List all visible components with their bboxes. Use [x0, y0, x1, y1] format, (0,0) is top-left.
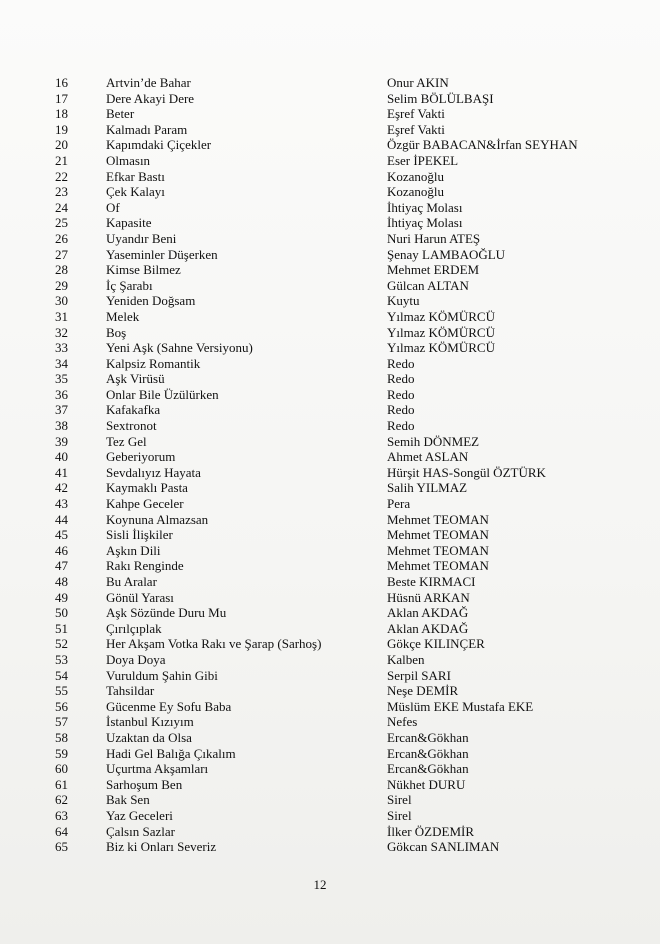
artist-name: Eşref Vakti [387, 106, 445, 122]
list-item [0, 465, 660, 481]
song-title: Artvin’de Bahar [106, 75, 191, 90]
row-number: 28 [55, 262, 68, 278]
artist-name: Sirel [387, 792, 412, 808]
artist-name: Yılmaz KÖMÜRCÜ [387, 324, 495, 340]
list-item [0, 153, 660, 169]
list-item [0, 91, 660, 107]
song-title: Melek [106, 308, 140, 324]
artist-name: Mehmet ERDEM [387, 262, 480, 278]
row-number: 57 [55, 714, 68, 730]
row-number: 53 [55, 651, 68, 667]
artist-name: Ercan&Gökhan [387, 761, 469, 777]
row-number: 43 [55, 496, 68, 512]
song-title: Kalmadı Param [106, 121, 188, 137]
artist-name: Eşref Vakti [387, 121, 445, 137]
artist-name: Yılmaz KÖMÜRCÜ [387, 340, 495, 356]
song-title: Kaymaklı Pasta [106, 480, 188, 496]
song-title: Yaseminler Düşerken [106, 246, 218, 262]
song-title: Yeni Aşk (Sahne Versiyonu) [106, 340, 253, 356]
song-title: Beter [106, 106, 135, 122]
artist-name: Ahmet ASLAN [387, 449, 469, 465]
row-number: 40 [55, 449, 68, 465]
row-number: 51 [55, 620, 68, 636]
artist-name: Nükhet DURU [387, 776, 466, 792]
song-title: İç Şarabı [106, 277, 153, 293]
list-item [0, 356, 660, 372]
list-item [0, 808, 660, 824]
list-item [0, 792, 660, 808]
row-number: 26 [55, 230, 68, 246]
row-number: 38 [55, 418, 68, 434]
list-item [0, 605, 660, 621]
list-item [0, 824, 660, 840]
row-number: 36 [55, 386, 68, 402]
song-title: Her Akşam Votka Rakı ve Şarap (Sarhoş) [106, 636, 322, 652]
row-number: 58 [55, 729, 68, 745]
artist-name: Kalben [387, 651, 425, 667]
row-number: 37 [55, 402, 68, 418]
song-title: Doya Doya [106, 651, 166, 667]
song-title: Vuruldum Şahin Gibi [106, 667, 218, 683]
artist-name: Semih DÖNMEZ [387, 433, 480, 449]
song-title: Kahpe Geceler [106, 496, 184, 512]
artist-name: Şenay LAMBAOĞLU [387, 246, 506, 262]
row-number: 55 [55, 683, 68, 699]
song-title: Efkar Bastı [106, 168, 165, 184]
row-number: 56 [55, 698, 68, 714]
song-title: Aşk Virüsü [106, 371, 165, 387]
row-number: 54 [55, 667, 68, 683]
list-item [0, 169, 660, 185]
artist-name: Redo [387, 386, 415, 402]
song-title: Kafakafka [106, 402, 161, 418]
song-title: Uçurtma Akşamları [106, 761, 209, 777]
song-title: İstanbul Kızıyım [106, 714, 194, 730]
row-number: 42 [55, 480, 68, 496]
artist-name: Redo [387, 418, 415, 434]
artist-name: Aklan AKDAĞ [387, 620, 469, 636]
row-number: 19 [55, 121, 68, 137]
song-title: Bak Sen [106, 792, 150, 808]
song-title: Kapımdaki Çiçekler [106, 137, 212, 153]
row-number: 50 [55, 605, 68, 621]
artist-name: Nefes [387, 714, 418, 730]
artist-name: Kuytu [387, 293, 420, 309]
artist-name: Pera [387, 496, 411, 512]
row-number: 41 [55, 464, 68, 480]
row-number: 39 [55, 433, 68, 449]
list-item [0, 262, 660, 278]
song-title: Rakı Renginde [106, 558, 184, 574]
row-number: 65 [55, 839, 68, 855]
row-number: 35 [55, 371, 68, 387]
row-number: 23 [55, 184, 68, 200]
song-title: Uyandır Beni [106, 230, 177, 246]
list-item [0, 184, 660, 200]
artist-name: Mehmet TEOMAN [387, 527, 489, 543]
list-item [0, 340, 660, 356]
artist-name: Beste KIRMACI [387, 574, 476, 589]
list-item [0, 231, 660, 247]
list-item [0, 543, 660, 559]
song-title: Bu Aralar [106, 574, 157, 589]
list-item [0, 402, 660, 418]
song-title: Hadi Gel Balığa Çıkalım [106, 745, 236, 761]
song-title: Boş [106, 324, 127, 340]
row-number: 44 [55, 511, 68, 527]
song-title: Dere Akayi Dere [106, 90, 195, 106]
artist-name: Özgür BABACAN&İrfan SEYHAN [387, 137, 578, 153]
row-number: 33 [55, 340, 68, 356]
artist-name: Onur AKIN [387, 75, 449, 90]
row-number: 24 [55, 199, 68, 215]
song-title: Gücenme Ey Sofu Baba [106, 698, 232, 714]
page-number: 12 [313, 877, 327, 892]
row-number: 34 [55, 355, 68, 371]
artist-name: Mehmet TEOMAN [387, 558, 489, 574]
row-number: 60 [55, 761, 68, 777]
row-number: 20 [55, 137, 68, 153]
row-number: 30 [55, 293, 68, 309]
row-number: 45 [55, 527, 68, 543]
row-number: 21 [55, 152, 68, 168]
song-title: Koynuna Almazsan [106, 511, 209, 527]
artist-name: Ercan&Gökhan [387, 745, 469, 761]
row-number: 48 [55, 574, 68, 589]
song-title: Sarhoşum Ben [106, 776, 183, 792]
artist-name: Serpil SARI [387, 667, 451, 683]
song-title: Uzaktan da Olsa [106, 729, 192, 745]
artist-name: Mehmet TEOMAN [387, 511, 489, 527]
list-item [0, 652, 660, 668]
row-number: 59 [55, 745, 68, 761]
artist-name: İlker ÖZDEMİR [387, 823, 475, 839]
list-item [0, 668, 660, 684]
song-title: Kalpsiz Romantik [106, 355, 201, 371]
song-title: Aşk Sözünde Duru Mu [106, 605, 227, 621]
list-item [0, 496, 660, 512]
list-item [0, 418, 660, 434]
song-title: Yaz Geceleri [106, 807, 173, 823]
list-item [0, 558, 660, 574]
song-title: Geberiyorum [106, 449, 176, 465]
row-number: 62 [55, 792, 68, 808]
row-number: 31 [55, 308, 68, 324]
row-number: 29 [55, 277, 68, 293]
artist-name: Neşe DEMİR [387, 683, 459, 699]
row-number: 25 [55, 215, 68, 231]
artist-name: Eser İPEKEL [387, 152, 459, 168]
song-title: Çırılçıplak [106, 620, 162, 636]
song-title: Biz ki Onları Severiz [106, 839, 217, 855]
artist-name: Redo [387, 402, 415, 418]
artist-name: Salih YILMAZ [387, 480, 468, 496]
list-item [0, 293, 660, 309]
artist-name: Sirel [387, 807, 412, 823]
song-title: Kapasite [106, 215, 152, 231]
song-title: Of [106, 199, 120, 215]
list-item [0, 574, 660, 590]
list-item [0, 746, 660, 762]
list-item [0, 137, 660, 153]
list-item [0, 371, 660, 387]
list-item [0, 777, 660, 793]
row-number: 16 [55, 75, 68, 90]
row-number: 61 [55, 776, 68, 792]
artist-name: Selim BÖLÜLBAŞI [387, 90, 494, 106]
artist-name: İhtiyaç Molası [387, 215, 463, 231]
song-title: Sevdalıyız Hayata [106, 464, 201, 480]
song-title: Sextronot [106, 418, 157, 434]
list-item [0, 621, 660, 637]
row-number: 46 [55, 542, 68, 558]
row-number: 18 [55, 106, 68, 122]
row-number: 27 [55, 246, 68, 262]
list-item [0, 75, 660, 91]
song-title: Tez Gel [106, 433, 147, 449]
list-item [0, 839, 660, 855]
artist-name: Gökçe KILINÇER [387, 636, 485, 652]
song-title: Onlar Bile Üzülürken [106, 386, 219, 402]
list-item [0, 480, 660, 496]
row-number: 63 [55, 807, 68, 823]
list-item [0, 449, 660, 465]
artist-name: İhtiyaç Molası [387, 199, 463, 215]
row-number: 17 [55, 90, 68, 106]
artist-name: Kozanoğlu [387, 184, 445, 200]
list-item [0, 215, 660, 231]
list-item [0, 761, 660, 777]
song-title: Çalsın Sazlar [106, 823, 175, 839]
artist-name: Mehmet TEOMAN [387, 542, 489, 558]
artist-name: Gülcan ALTAN [387, 277, 469, 293]
song-title: Tahsildar [106, 683, 155, 699]
song-list [0, 75, 660, 855]
row-number: 49 [55, 589, 68, 605]
song-title: Yeniden Doğsam [106, 293, 196, 309]
song-title: Kimse Bilmez [106, 262, 181, 278]
row-number: 52 [55, 636, 68, 652]
artist-name: Müslüm EKE Mustafa EKE [387, 698, 534, 714]
list-item [0, 590, 660, 606]
artist-name: Hürşit HAS-Songül ÖZTÜRK [387, 464, 546, 480]
song-title: Çek Kalayı [106, 184, 165, 200]
list-item [0, 122, 660, 138]
artist-name: Redo [387, 355, 415, 371]
song-title: Aşkın Dili [106, 542, 161, 558]
list-item [0, 200, 660, 216]
list-item [0, 512, 660, 528]
list-item [0, 106, 660, 122]
artist-name: Redo [387, 371, 415, 387]
list-item [0, 636, 660, 652]
list-item [0, 527, 660, 543]
song-title: Sisli İlişkiler [106, 527, 173, 543]
artist-name: Hüsnü ARKAN [387, 589, 470, 605]
list-item [0, 309, 660, 325]
list-item [0, 683, 660, 699]
row-number: 22 [55, 168, 68, 184]
artist-name: Aklan AKDAĞ [387, 605, 469, 621]
list-item [0, 434, 660, 450]
row-number: 47 [55, 558, 68, 574]
list-item [0, 714, 660, 730]
row-number: 64 [55, 823, 68, 839]
list-item [0, 387, 660, 403]
song-title: Gönül Yarası [106, 589, 174, 605]
list-item [0, 699, 660, 715]
list-item [0, 730, 660, 746]
artist-name: Gökcan SANLIMAN [387, 839, 500, 855]
row-number: 32 [55, 324, 68, 340]
list-item [0, 278, 660, 294]
artist-name: Ercan&Gökhan [387, 729, 469, 745]
list-item [0, 247, 660, 263]
artist-name: Yılmaz KÖMÜRCÜ [387, 308, 495, 324]
song-title: Olmasın [106, 152, 151, 168]
artist-name: Kozanoğlu [387, 168, 445, 184]
artist-name: Nuri Harun ATEŞ [387, 230, 481, 246]
list-item [0, 325, 660, 341]
